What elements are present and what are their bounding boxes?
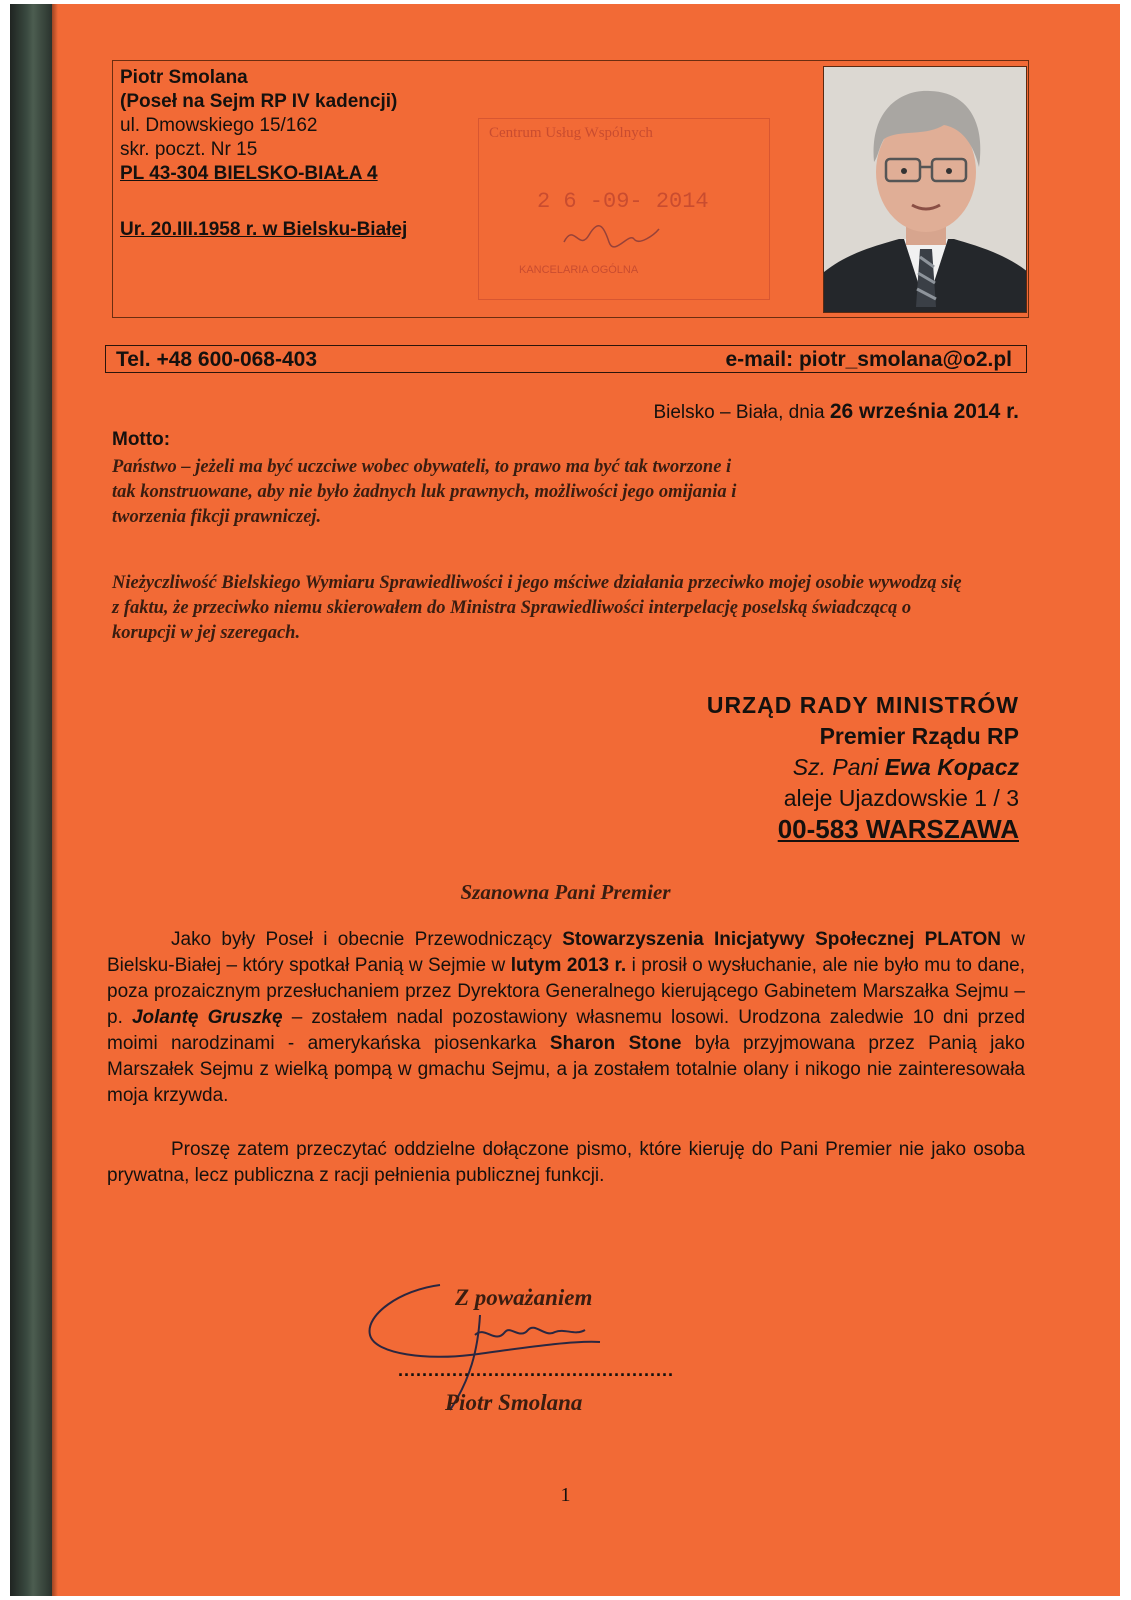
stamp-header: Centrum Usług Wspólnych	[489, 125, 653, 141]
date-place: Bielsko – Biała, dnia	[653, 402, 825, 423]
sender-block	[120, 66, 407, 242]
received-stamp	[478, 118, 770, 300]
recipient-block	[707, 690, 1019, 845]
recipient-prefix: Sz. Pani	[792, 754, 879, 780]
body-paragraph-1	[107, 927, 1025, 1109]
recipient-role: Premier Rządu RP	[819, 723, 1019, 749]
body-text: – zostałem nadal pozostawiony własnemu losowi. Urodzona zaledwie 10 dni przed moimi narodzinami - amerykańska piosenkarka	[107, 1007, 1026, 1054]
motto-heading: Motto:	[112, 429, 171, 450]
meeting-date: lutym 2013 r.	[510, 955, 627, 976]
sender-name: Piotr Smolana	[120, 67, 248, 88]
recipient-name: Ewa Kopacz	[884, 754, 1019, 780]
signer-name: Piotr Smolana	[445, 1390, 583, 1415]
stamp-initials	[559, 217, 669, 257]
date-line	[653, 400, 1019, 424]
organization-name: Stowarzyszenia Inicjatywy Społecznej PLATON	[562, 929, 1001, 950]
body-text: Jako były Poseł i obecnie Przewodniczący	[171, 929, 563, 950]
stamp-footer: KANCELARIA OGÓLNA	[519, 264, 639, 276]
body-text: w Bielsku-Białej – który spotkał Panią w Sejmie w	[107, 929, 1026, 976]
salutation: Szanowna Pani Premier	[460, 880, 671, 904]
recipient-street: aleje Ujazdowskie 1 / 3	[783, 785, 1019, 811]
body-text: była przyjmowana przez Panią jako Marszałek Sejmu z wielką pompą w gmachu Sejmu, a ja zostałem totalnie olany i nikogo nie zainteresowała moja krzywda.	[107, 1033, 1025, 1106]
sender-birth: Ur. 20.III.1958 r. w Bielsku-Białej	[120, 219, 408, 240]
portrait-image	[824, 67, 1027, 313]
portrait-photo	[823, 66, 1027, 313]
letter-body	[107, 927, 1025, 1189]
page-number: 1	[560, 1484, 571, 1506]
recipient-city: 00-583 WARSZAWA	[777, 814, 1019, 844]
body-text: i prosił o wysłuchanie, ale nie było mu to dane, poza prozaicznym przesłuchaniem przez Dyrektora Generalnego kierującego Gabinetem Marszałka Sejmu – p.	[107, 955, 1025, 1028]
sender-street: ul. Dmowskiego 15/162	[120, 115, 318, 136]
date-value: 26 września 2014 r.	[829, 400, 1019, 423]
quote-text: Nieżyczliwość Bielskiego Wymiaru Sprawiedliwości i jego mściwe działania przeciwko mojej osobie wywodzą się z faktu, że przeciwko niemu skierowałem do Ministra Sprawiedliwości interpelację poselską świadczącą o korupcji w jej szeregach.	[112, 573, 962, 643]
closing-phrase: Z poważaniem	[455, 1285, 593, 1310]
sender-title: (Poseł na Sejm RP IV kadencji)	[120, 91, 398, 112]
sender-pobox: skr. poczt. Nr 15	[120, 139, 258, 160]
body-paragraph-2: Proszę zatem przeczytać oddzielne dołączone pismo, które kieruję do Pani Premier nie jako osoba prywatna, lecz publiczna z racji pełnienia publicznej funkcji.	[107, 1139, 1025, 1186]
contact-bar	[105, 345, 1027, 373]
binder-spine	[10, 4, 52, 1596]
recipient-office: URZĄD RADY MINISTRÓW	[706, 692, 1019, 718]
sender-postal-city: PL 43-304 BIELSKO-BIAŁA 4	[120, 163, 378, 184]
person-name: Jolantę Gruszkę	[131, 1007, 283, 1028]
person-name: Sharon Stone	[549, 1033, 682, 1054]
motto-text: Państwo – jeżeli ma być uczciwe wobec obywateli, to prawo ma być tak tworzone i tak konstruowane, aby nie było żadnych luk prawnych, możliwości jego omijania i tworzenia fikcji prawniczej.	[112, 457, 737, 527]
signature-line: ..............................................	[398, 1360, 675, 1380]
email-address: e-mail: piotr_smolana@o2.pl	[725, 348, 1012, 371]
recipient-person	[707, 752, 1019, 783]
phone-number: Tel. +48 600-068-403	[116, 348, 318, 371]
stamp-date: 2 6 -09- 2014	[537, 189, 709, 214]
